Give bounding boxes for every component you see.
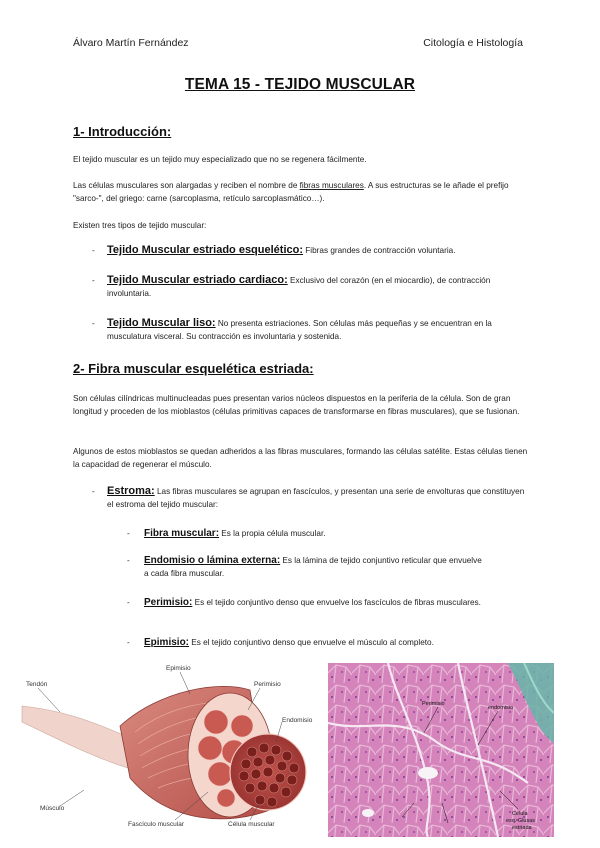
- fibra-paragraph-1: Son células cilíndricas multinucleadas pues presentan varios núcleos dispuestos en la periferia de la célula. Son de gran longitud y proceden de los mioblastos (células primitivas capaces de transformarse en fibras musculares), que se fusionan.: [73, 394, 520, 416]
- intro-paragraph-1: El tejido muscular es un tejido muy especializado que no se regenera fácilmente.: [73, 155, 367, 164]
- section2-heading: 2- Fibra muscular esquelética estriada:: [73, 361, 314, 376]
- fibras-musculares-term: fibras musculares: [299, 181, 364, 190]
- fibra-paragraph-2: Algunos de estos mioblastos se quedan adheridos a las fibras musculares, formando las células satélite. Estas células tienen la capacidad de regenerar el músculo.: [73, 447, 528, 469]
- label-fasciculo: Fascículo muscular: [128, 821, 184, 828]
- label-celula: Célula muscular: [228, 821, 275, 828]
- document-page: Álvaro Martín Fernández Citología e Histología TEMA 15 - TEJIDO MUSCULAR 1- Introducción: El tejido muscular es un tejido muy especializado que no se regenera fácilmente. Las células musculares son alargadas y reciben el nombre de fibras musculares. A sus estructuras se le añade el prefijo "sarco-", del griego: carne (sarcoplasma, retículo sarcoplasmático…). Existen tres tipos de tejido muscular: - Tejido Muscular estriado esquelético: Fibras grandes de contracción voluntaria. - Tejido Muscular estriado cardiaco: Exclusivo del corazón (en el miocardio), de contracción involuntaria. - Tejido Muscular liso: No presenta estriaciones. Son células más pequeñas y se encuentran en la musculatura visceral. Su contracción es involuntaria y sostenida. 2- Fibra muscular esquelética estriada: Son células cilíndricas multinucleadas pues presentan varios núcleos dispuestos en la periferia de la célula. Son de gran longitud y proceden de los mioblastos (células primitivas capaces de transformarse en fibras musculares), que se fusionan. Algunos de estos mioblastos se quedan adheridos a las fibras musculares, formando las células satélite. Estas células tienen la capacidad de regenerar el músculo. - Estroma: Las fibras musculares se agrupan en fascículos, y presentan una serie de envolturas que constituyen el estroma del tejido muscular: - Fibra muscular: Es la propia célula muscular. - Endomisio o lámina externa: Es la lámina de tejido conjuntivo reticular que envuelve a cada fibra muscular. - Perimisio: Es el tejido conjuntivo denso que envuelve los fascículos de fibras musculares. - Epimisio: Es el tejido conjuntivo denso que envuelve el músculo al completo. Tendón Epimisio Perimisio Endomisio Músculo Fascículo muscular Célula muscular Perimisio endomisio Célula esq. Glusas estriada: [0, 0, 600, 848]
- tendon-shape: [22, 706, 130, 768]
- label-perimisio: Perimisio: [254, 681, 281, 688]
- histology-micrograph: [328, 663, 554, 837]
- muscle-anatomy-figure: [20, 660, 320, 838]
- intro-paragraph-3: Existen tres tipos de tejido muscular:: [73, 221, 207, 230]
- label-endomisio: Endomisio: [282, 717, 313, 724]
- intro-paragraph-2: Las células musculares son alargadas y reciben el nombre de fibras musculares. A sus estructuras se le añade el prefijo "sarco-", del griego: carne (sarcoplasma, retículo sarcoplasmático…).: [73, 181, 509, 203]
- micro-label-celula-3: estriada: [512, 825, 532, 831]
- label-musculo: Músculo: [40, 805, 65, 812]
- header-course: Citología e Histología: [423, 37, 523, 49]
- micro-label-endomisio: endomisio: [488, 705, 514, 711]
- micro-label-perimisio: Perimisio: [422, 701, 445, 707]
- header-author: Álvaro Martín Fernández: [73, 37, 189, 49]
- page-title: TEMA 15 - TEJIDO MUSCULAR: [184, 76, 416, 93]
- micro-label-celula-2: esq. Glusas: [506, 818, 536, 824]
- section1-heading: 1- Introducción:: [73, 124, 172, 139]
- label-tendon: Tendón: [26, 681, 48, 688]
- micro-label-celula-1: Célula: [512, 811, 528, 817]
- label-epimisio: Epimisio: [166, 665, 191, 672]
